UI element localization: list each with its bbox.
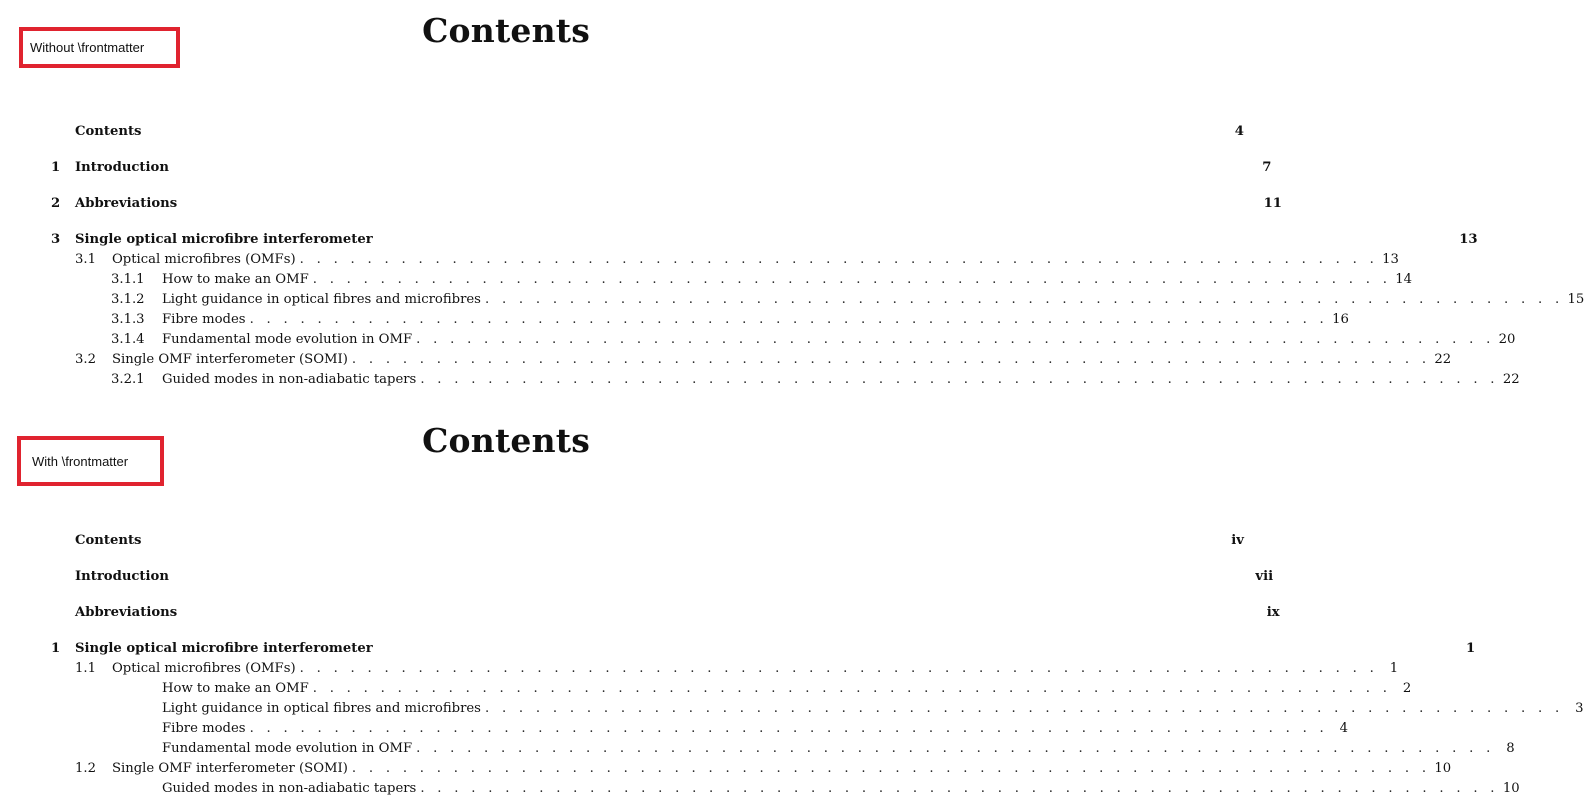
toc-entry[interactable] — [51, 158, 1272, 178]
toc-entry[interactable] — [51, 310, 1349, 330]
toc-entry-page: iv — [1231, 533, 1244, 548]
toc-entry-page: 4 — [1234, 124, 1244, 139]
toc-entry-number: 3.2.1 — [111, 372, 145, 387]
toc-entry-page: 7 — [1262, 160, 1272, 175]
callout-label: With \frontmatter — [17, 436, 164, 486]
toc-entry[interactable] — [51, 194, 1282, 214]
toc-entry[interactable] — [51, 659, 1399, 679]
toc-entry-title: Introduction — [75, 160, 169, 175]
dot-leader: . . . . . . . . . . . . . . . . . . . . . . . . . . . . . . . . . . . . . . . . . . . . . . . . . . . . . . . . . . . . . . . . — [351, 761, 1431, 776]
toc-entry-page: 3 — [1575, 701, 1584, 716]
toc-entry-page: ix — [1266, 605, 1280, 620]
toc-entry-number: 3.1 — [75, 252, 96, 267]
toc-entry[interactable] — [51, 567, 1274, 587]
toc-entry-page: vii — [1255, 569, 1274, 584]
toc-entry-page: 22 — [1434, 352, 1452, 367]
toc-entry-title: Light guidance in optical fibres and microfibres — [162, 292, 481, 307]
callout-label: Without \frontmatter — [19, 27, 180, 68]
toc-entry-number: 3 — [51, 232, 61, 247]
toc-entry-page: 13 — [1459, 232, 1478, 247]
toc-heading: Contents — [422, 11, 590, 50]
toc-heading: Contents — [422, 421, 590, 460]
toc-entry[interactable] — [51, 759, 1452, 779]
toc-entry-number: 3.1.1 — [111, 272, 145, 287]
toc-entry-title: Single OMF interferometer (SOMI) — [112, 761, 348, 776]
toc-entry-number: 1.1 — [75, 661, 96, 676]
toc-entry[interactable] — [51, 122, 1244, 142]
toc-entry-page: 8 — [1506, 741, 1515, 756]
toc-entry[interactable] — [51, 350, 1452, 370]
toc-entry-title: Single optical microfibre interferometer — [75, 232, 373, 247]
toc-entry-page: 10 — [1502, 781, 1520, 796]
toc-entry-title: Optical microfibres (OMFs) — [112, 252, 296, 267]
dot-leader: . . . . . . . . . . . . . . . . . . . . . . . . . . . . . . . . . . . . . . . . . . . . . . . . . . . . . . . . . . . . . . . . — [312, 681, 1392, 696]
toc-entry-title: Optical microfibres (OMFs) — [112, 661, 296, 676]
toc-entry[interactable] — [51, 719, 1349, 739]
toc-entry[interactable] — [51, 679, 1412, 699]
toc-entry[interactable] — [51, 603, 1280, 623]
dot-leader: . . . . . . . . . . . . . . . . . . . . . . . . . . . . . . . . . . . . . . . . . . . . . . . . . . . . . . . . . . . . . . . . — [416, 741, 1495, 756]
dot-leader: . . . . . . . . . . . . . . . . . . . . . . . . . . . . . . . . . . . . . . . . . . . . . . . . . . . . . . . . . . . . . . . . — [299, 252, 1379, 267]
toc-entry-page: 1 — [1466, 641, 1476, 656]
toc-entry[interactable] — [51, 699, 1584, 719]
dot-leader: . . . . . . . . . . . . . . . . . . . . . . . . . . . . . . . . . . . . . . . . . . . . . . . . . . . . . . . . . . . . . . . . — [484, 292, 1564, 307]
toc-entry-page: 1 — [1389, 661, 1399, 676]
dot-leader: . . . . . . . . . . . . . . . . . . . . . . . . . . . . . . . . . . . . . . . . . . . . . . . . . . . . . . . . . . . . . . . . — [416, 332, 1495, 347]
toc-entry-title: Fibre modes — [162, 721, 246, 736]
toc-entry[interactable] — [51, 230, 1478, 250]
dot-leader: . . . . . . . . . . . . . . . . . . . . . . . . . . . . . . . . . . . . . . . . . . . . . . . . . . . . . . . . . . . . . . . . — [484, 701, 1564, 716]
toc-entry[interactable] — [51, 739, 1515, 759]
toc-entry-number: 1 — [51, 160, 61, 175]
toc-entry-title: Introduction — [75, 569, 169, 584]
toc-entry-title: Light guidance in optical fibres and microfibres — [162, 701, 481, 716]
toc-entry[interactable] — [51, 370, 1520, 390]
toc-entry-title: Abbreviations — [75, 196, 178, 211]
toc-entry[interactable] — [51, 290, 1584, 310]
toc-entry-page: 4 — [1339, 721, 1349, 736]
toc-entry-page: 2 — [1402, 681, 1412, 696]
toc-entry-title: How to make an OMF — [162, 272, 309, 287]
toc-entry-number: 3.1.2 — [111, 292, 145, 307]
toc-list — [51, 122, 1584, 390]
dot-leader: . . . . . . . . . . . . . . . . . . . . . . . . . . . . . . . . . . . . . . . . . . . . . . . . . . . . . . . . . . . . . . . . — [351, 352, 1431, 367]
toc-entry[interactable] — [51, 779, 1520, 799]
toc-entry-title: Fibre modes — [162, 312, 246, 327]
toc-entry-title: Fundamental mode evolution in OMF — [162, 332, 413, 347]
toc-panel-with-frontmatter — [0, 408, 1584, 800]
toc-entry-number: 3.1.4 — [111, 332, 145, 347]
toc-entry-page: 13 — [1382, 252, 1399, 267]
toc-entry-number: 1 — [51, 641, 61, 656]
dot-leader: . . . . . . . . . . . . . . . . . . . . . . . . . . . . . . . . . . . . . . . . . . . . . . . . . . . . . . . . . . . . . . . . — [420, 781, 1499, 796]
toc-entry-page: 11 — [1263, 196, 1282, 211]
toc-entry-number: 3.1.3 — [111, 312, 145, 327]
toc-entry-title: Fundamental mode evolution in OMF — [162, 741, 413, 756]
toc-entry-title: Guided modes in non-adiabatic tapers — [162, 372, 417, 387]
toc-entry-number: 2 — [51, 196, 61, 211]
toc-entry-title: Contents — [75, 124, 142, 139]
toc-entry[interactable] — [51, 531, 1244, 551]
toc-entry-title: How to make an OMF — [162, 681, 309, 696]
dot-leader: . . . . . . . . . . . . . . . . . . . . . . . . . . . . . . . . . . . . . . . . . . . . . . . . . . . . . . . . . . . . . . . . — [312, 272, 1392, 287]
dot-leader: . . . . . . . . . . . . . . . . . . . . . . . . . . . . . . . . . . . . . . . . . . . . . . . . . . . . . . . . . . . . . . . . — [299, 661, 1379, 676]
toc-entry[interactable] — [51, 250, 1399, 270]
toc-entry[interactable] — [51, 330, 1516, 350]
toc-entry-title: Single OMF interferometer (SOMI) — [112, 352, 348, 367]
toc-entry-title: Guided modes in non-adiabatic tapers — [162, 781, 417, 796]
dot-leader: . . . . . . . . . . . . . . . . . . . . . . . . . . . . . . . . . . . . . . . . . . . . . . . . . . . . . . . . . . . . . . . . — [249, 721, 1329, 736]
toc-entry-page: 20 — [1498, 332, 1516, 347]
toc-entry[interactable] — [51, 639, 1476, 659]
toc-list — [51, 531, 1584, 799]
toc-entry-page: 10 — [1434, 761, 1452, 776]
toc-entry-page: 15 — [1567, 292, 1584, 307]
toc-entry-number: 1.2 — [75, 761, 96, 776]
toc-entry[interactable] — [51, 270, 1412, 290]
dot-leader: . . . . . . . . . . . . . . . . . . . . . . . . . . . . . . . . . . . . . . . . . . . . . . . . . . . . . . . . . . . . . . . . — [249, 312, 1329, 327]
toc-entry-title: Abbreviations — [75, 605, 178, 620]
toc-entry-page: 22 — [1502, 372, 1520, 387]
toc-entry-page: 14 — [1395, 272, 1412, 287]
toc-entry-number: 3.2 — [75, 352, 96, 367]
toc-entry-page: 16 — [1332, 312, 1349, 327]
toc-entry-title: Single optical microfibre interferometer — [75, 641, 373, 656]
dot-leader: . . . . . . . . . . . . . . . . . . . . . . . . . . . . . . . . . . . . . . . . . . . . . . . . . . . . . . . . . . . . . . . . — [420, 372, 1499, 387]
toc-entry-title: Contents — [75, 533, 142, 548]
